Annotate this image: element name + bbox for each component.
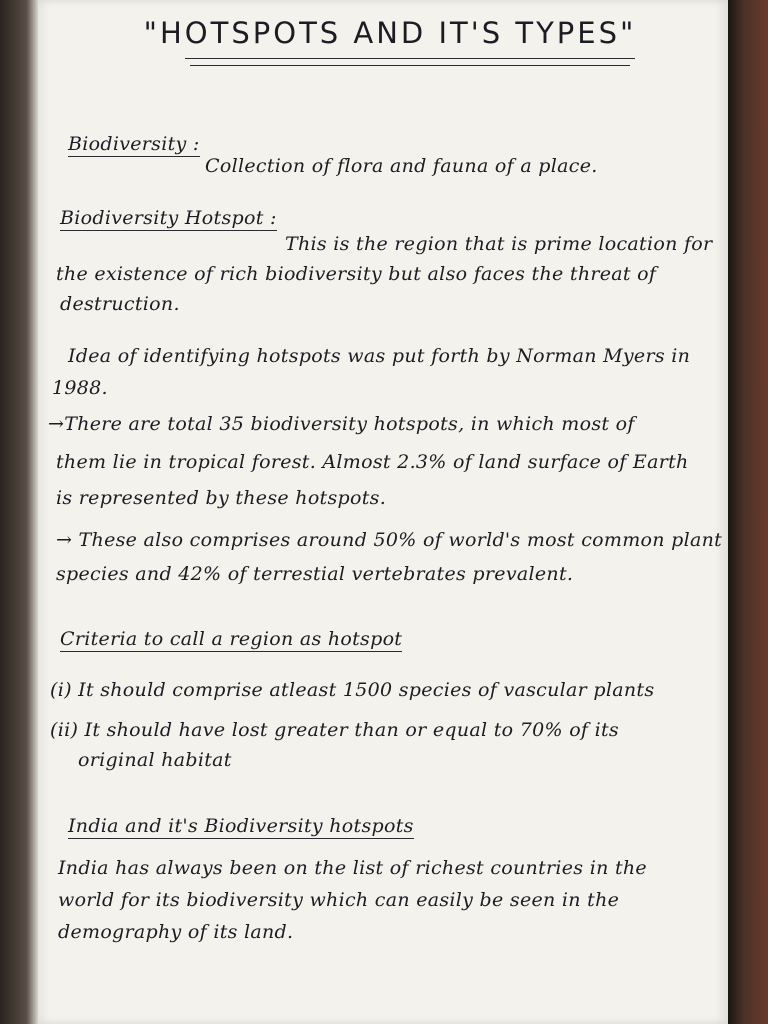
idea-line-2: 1988.: [52, 377, 108, 399]
hotspot-line-3: destruction.: [60, 293, 180, 315]
page-edge: [728, 0, 768, 1024]
fact-1-line-2: them lie in tropical forest. Almost 2.3% of land surface of Earth: [56, 451, 689, 473]
india-line-3: demography of its land.: [58, 921, 294, 943]
page-title: "HOTSPOTS AND IT'S TYPES": [143, 16, 637, 50]
fact-2-line-1: → These also comprises around 50% of world's most common plant: [56, 529, 723, 551]
india-line-1: India has always been on the list of richest countries in the: [58, 857, 647, 879]
hotspot-heading: Biodiversity Hotspot :: [60, 207, 277, 229]
criteria-item-2-line-2: original habitat: [78, 749, 232, 771]
hotspot-line-2: the existence of rich biodiversity but also faces the threat of: [56, 263, 657, 285]
fact-1-line-1: →There are total 35 biodiversity hotspots, in which most of: [48, 413, 635, 435]
fact-2-line-2: species and 42% of terrestial vertebrates prevalent.: [56, 563, 574, 585]
idea-line-1: Idea of identifying hotspots was put forth by Norman Myers in: [68, 345, 691, 367]
notebook-binding: [0, 0, 38, 1024]
hotspot-line-1: This is the region that is prime location for: [285, 233, 713, 255]
india-heading: India and it's Biodiversity hotspots: [68, 815, 414, 837]
biodiversity-heading: Biodiversity :: [68, 133, 200, 155]
criteria-item-1: (i) It should comprise atleast 1500 species of vascular plants: [50, 679, 655, 701]
title-underline-2: [190, 65, 630, 66]
india-line-2: world for its biodiversity which can easily be seen in the: [58, 889, 620, 911]
biodiversity-definition: Collection of flora and fauna of a place.: [205, 155, 598, 177]
criteria-heading: Criteria to call a region as hotspot: [60, 628, 403, 650]
title-underline: [185, 58, 635, 59]
fact-1-line-3: is represented by these hotspots.: [56, 487, 387, 509]
criteria-item-2-line-1: (ii) It should have lost greater than or equal to 70% of its: [50, 719, 619, 741]
